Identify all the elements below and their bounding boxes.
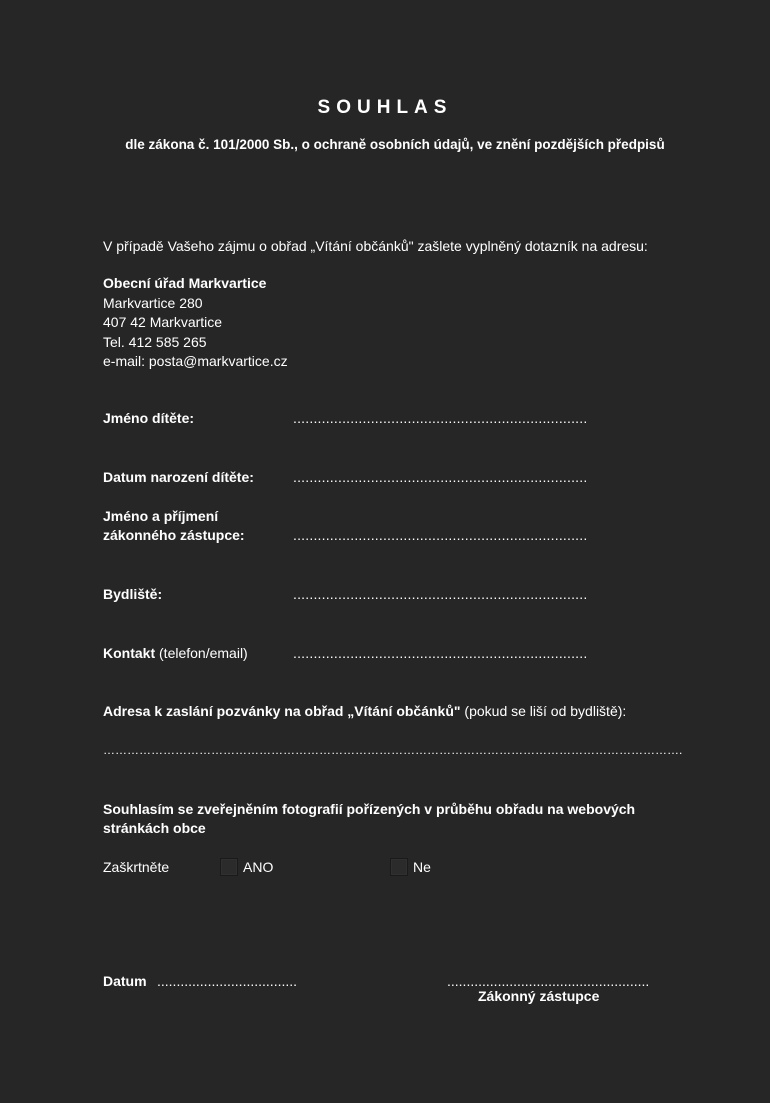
birth-date-label: Datum narození dítěte: [103,469,254,485]
date-label: Datum [103,973,147,989]
consent-line2: stránkách obce [103,820,206,836]
yes-checkbox[interactable] [220,858,238,876]
contact-field[interactable]: ........................................................................ [293,645,588,661]
address-block [103,274,288,372]
office-city: 407 42 Markvartice [103,314,223,330]
invitation-address-label [103,703,626,719]
office-email: e-mail: posta@markvartice.cz [103,353,288,369]
contact-label-bold: Kontakt [103,645,156,661]
date-field[interactable]: .................................... [157,973,298,989]
guardian-label-line1: Jméno a příjmení [103,508,219,524]
office-name: Obecní úřad Markvartice [103,275,267,291]
invitation-address-field[interactable]: ………………………………………………………………………………………………………………………………. [103,743,683,757]
check-instruction: Zaškrtněte [103,859,170,875]
birth-date-field[interactable]: ........................................................................ [293,469,588,485]
invitation-label-rest: (pokud se liší od bydliště): [460,703,627,719]
contact-label [103,645,248,661]
office-phone: Tel. 412 585 265 [103,333,207,350]
guardian-name-field[interactable]: ........................................................................ [293,527,588,543]
document-title: SOUHLAS [317,97,453,118]
child-name-label: Jméno dítěte: [103,410,195,426]
consent-line1: Souhlasím se zveřejněním fotografií pořízených v průběhu obřadu na webových [103,801,636,817]
intro-text: V případě Vašeho zájmu o obřad „Vítání občánků" zašlete vyplněný dotazník na adresu: [103,238,648,254]
residence-label: Bydliště: [103,586,163,602]
signature-label: Zákonný zástupce [478,988,600,1004]
yes-label: ANO [243,859,274,875]
no-checkbox[interactable] [390,858,408,876]
guardian-label-line2: zákonného zástupce: [103,527,245,543]
no-label: Ne [413,859,431,875]
contact-label-rest: (telefon/email) [155,645,248,661]
document-subtitle: dle zákona č. 101/2000 Sb., o ochraně osobních údajů, ve znění pozdějších předpisů [125,137,665,152]
signature-field[interactable]: .................................................... [447,973,650,989]
office-street: Markvartice 280 [103,294,203,311]
invitation-label-bold: Adresa k zaslání pozvánky na obřad „Vítání občánků" [103,703,461,719]
residence-field[interactable]: ........................................................................ [293,586,588,602]
child-name-field[interactable]: ........................................................................ [293,410,588,426]
